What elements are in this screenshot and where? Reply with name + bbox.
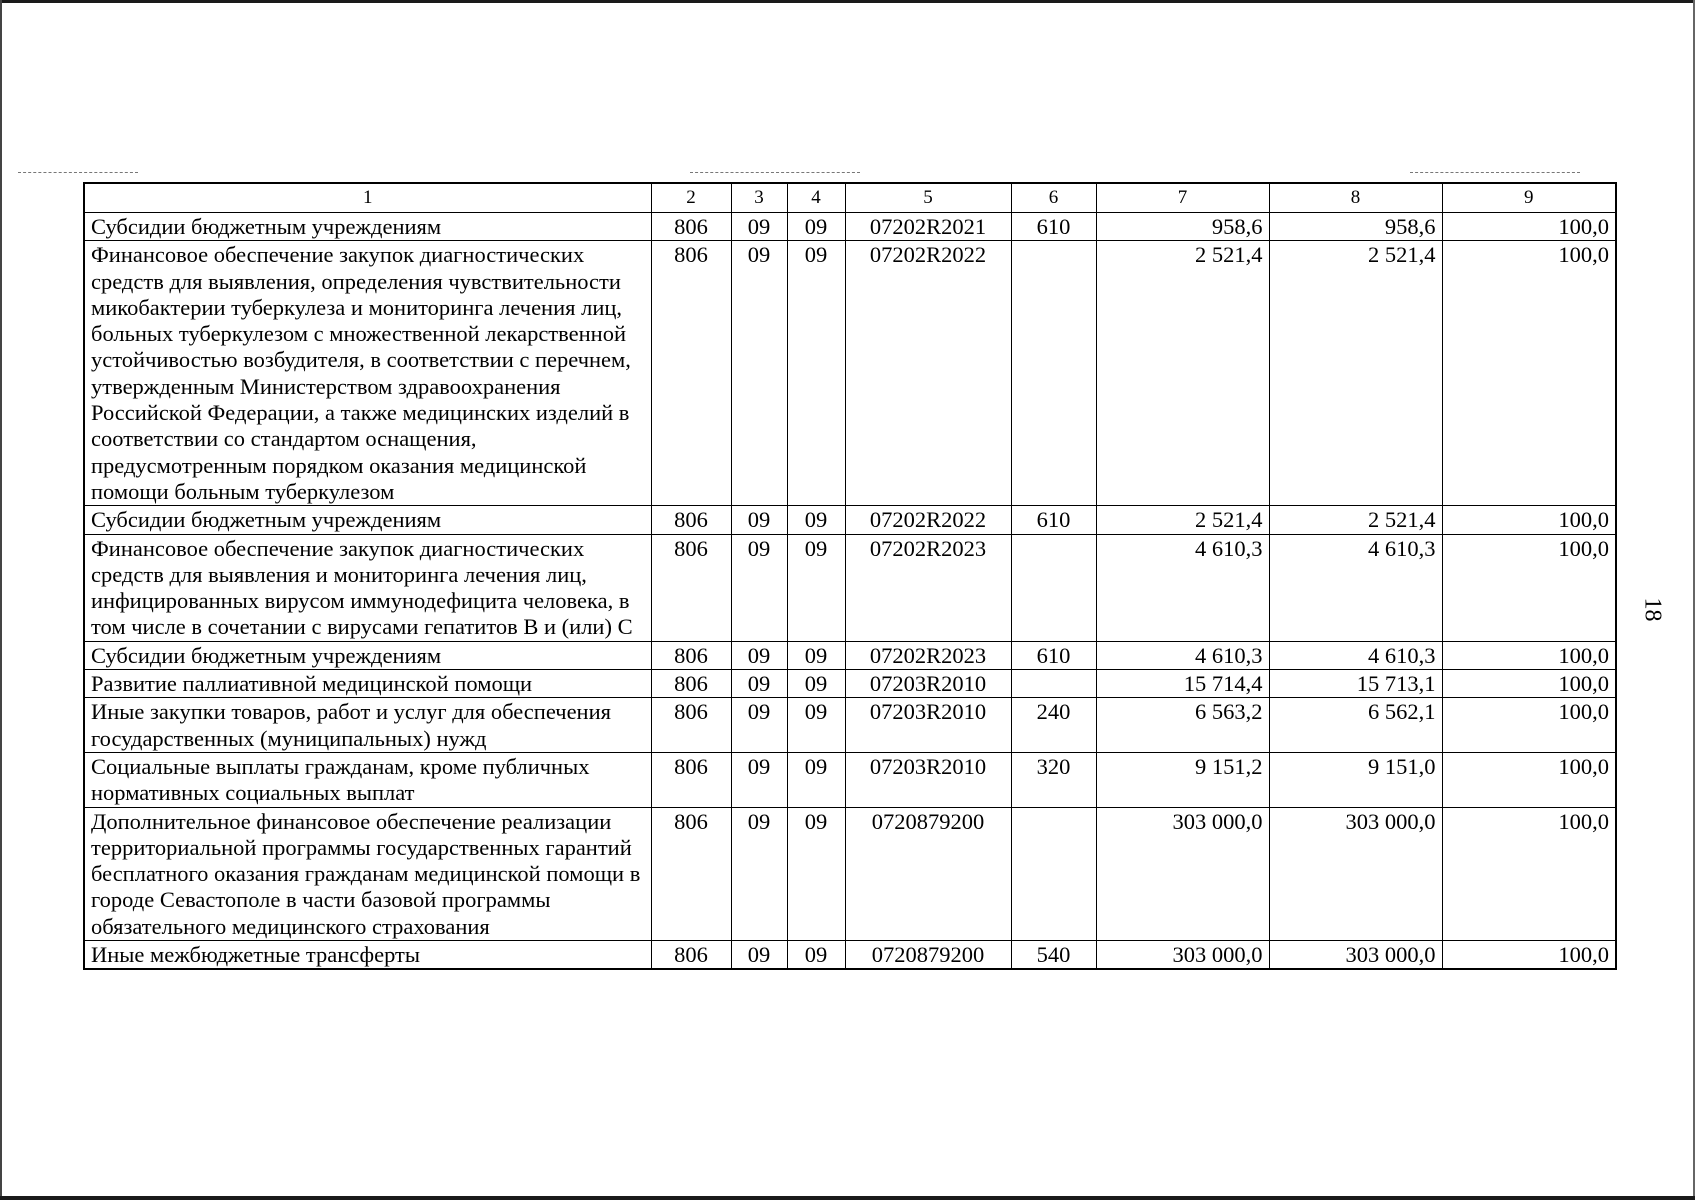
table-header-row (84, 183, 1616, 213)
cell-col3: 09 (731, 752, 787, 807)
row-name: Субсидии бюджетным учреждениям (84, 641, 651, 669)
cell-col8: 15 713,1 (1269, 670, 1442, 698)
cell-col6 (1011, 241, 1096, 506)
cell-col9: 100,0 (1442, 534, 1616, 641)
cell-col9: 100,0 (1442, 752, 1616, 807)
cell-col7: 958,6 (1096, 213, 1269, 241)
cell-col7: 4 610,3 (1096, 534, 1269, 641)
cell-col5: 0720879200 (845, 941, 1011, 970)
cell-col4: 09 (787, 506, 845, 534)
cell-col3: 09 (731, 506, 787, 534)
cell-col9: 100,0 (1442, 941, 1616, 970)
cell-col3: 09 (731, 213, 787, 241)
cell-col7: 15 714,4 (1096, 670, 1269, 698)
cell-col9: 100,0 (1442, 698, 1616, 753)
scan-mark (690, 172, 860, 174)
row-name: Субсидии бюджетным учреждениям (84, 213, 651, 241)
cell-col4: 09 (787, 752, 845, 807)
cell-col7: 6 563,2 (1096, 698, 1269, 753)
page-number: 18 (1639, 597, 1666, 622)
cell-col4: 09 (787, 807, 845, 940)
row-name: Субсидии бюджетным учреждениям (84, 506, 651, 534)
cell-col4: 09 (787, 213, 845, 241)
row-name: Дополнительное финансовое обеспечение реализации территориальной программы государственных гарантий бесплатного оказания гражданам медицинской помощи в городе Севастополе в части базовой программы обязательного медицинского страхования (84, 807, 651, 940)
cell-col3: 09 (731, 534, 787, 641)
cell-col2: 806 (651, 807, 731, 940)
cell-col9: 100,0 (1442, 241, 1616, 506)
cell-col9: 100,0 (1442, 670, 1616, 698)
cell-col7: 2 521,4 (1096, 241, 1269, 506)
cell-col4: 09 (787, 241, 845, 506)
cell-col6 (1011, 807, 1096, 940)
cell-col6: 540 (1011, 941, 1096, 970)
row-name: Развитие паллиативной медицинской помощи (84, 670, 651, 698)
column-header: 4 (787, 183, 845, 213)
cell-col9: 100,0 (1442, 807, 1616, 940)
cell-col8: 4 610,3 (1269, 641, 1442, 669)
row-name: Социальные выплаты гражданам, кроме публичных нормативных социальных выплат (84, 752, 651, 807)
cell-col7: 2 521,4 (1096, 506, 1269, 534)
column-header: 8 (1269, 183, 1442, 213)
cell-col5: 07202R2023 (845, 641, 1011, 669)
table-row (84, 752, 1616, 807)
cell-col5: 07202R2023 (845, 534, 1011, 641)
row-name: Иные закупки товаров, работ и услуг для обеспечения государственных (муниципальных) нужд (84, 698, 651, 753)
cell-col2: 806 (651, 241, 731, 506)
cell-col4: 09 (787, 641, 845, 669)
cell-col8: 303 000,0 (1269, 941, 1442, 970)
cell-col5: 07203R2010 (845, 670, 1011, 698)
cell-col2: 806 (651, 670, 731, 698)
cell-col3: 09 (731, 241, 787, 506)
table-row (84, 213, 1616, 241)
column-header: 9 (1442, 183, 1616, 213)
cell-col4: 09 (787, 698, 845, 753)
column-header: 2 (651, 183, 731, 213)
cell-col9: 100,0 (1442, 506, 1616, 534)
cell-col5: 07203R2010 (845, 698, 1011, 753)
cell-col6 (1011, 534, 1096, 641)
cell-col3: 09 (731, 641, 787, 669)
cell-col6: 320 (1011, 752, 1096, 807)
cell-col3: 09 (731, 670, 787, 698)
scan-mark (1410, 172, 1580, 174)
cell-col9: 100,0 (1442, 213, 1616, 241)
cell-col6: 610 (1011, 641, 1096, 669)
column-header: 1 (84, 183, 651, 213)
table-row (84, 641, 1616, 669)
cell-col2: 806 (651, 941, 731, 970)
cell-col3: 09 (731, 941, 787, 970)
budget-table (83, 182, 1617, 970)
scan-border-left (0, 0, 2, 1200)
cell-col5: 07202R2022 (845, 241, 1011, 506)
cell-col2: 806 (651, 506, 731, 534)
cell-col8: 2 521,4 (1269, 506, 1442, 534)
cell-col5: 07202R2022 (845, 506, 1011, 534)
cell-col9: 100,0 (1442, 641, 1616, 669)
cell-col4: 09 (787, 670, 845, 698)
cell-col3: 09 (731, 698, 787, 753)
cell-col2: 806 (651, 752, 731, 807)
column-header: 6 (1011, 183, 1096, 213)
cell-col8: 303 000,0 (1269, 807, 1442, 940)
cell-col6 (1011, 670, 1096, 698)
column-header: 5 (845, 183, 1011, 213)
cell-col4: 09 (787, 941, 845, 970)
cell-col8: 6 562,1 (1269, 698, 1442, 753)
cell-col5: 07203R2010 (845, 752, 1011, 807)
table-row (84, 698, 1616, 753)
table-row (84, 506, 1616, 534)
cell-col4: 09 (787, 534, 845, 641)
column-header: 7 (1096, 183, 1269, 213)
cell-col6: 610 (1011, 213, 1096, 241)
cell-col8: 2 521,4 (1269, 241, 1442, 506)
table-row (84, 670, 1616, 698)
table-row (84, 941, 1616, 970)
cell-col5: 07202R2021 (845, 213, 1011, 241)
row-name: Финансовое обеспечение закупок диагностических средств для выявления, определения чувствительности микобактерии туберкулеза и мониторинга лечения лиц, больных туберкулезом с множественной лекарственной устойчивостью возбудителя, в соответствии с перечнем, утвержденным Министерством здравоохранения Российской Федерации, а также медицинских изделий в соответствии со стандартом оснащения, предусмотренным порядком оказания медицинской помощи больным туберкулезом (84, 241, 651, 506)
cell-col2: 806 (651, 534, 731, 641)
cell-col3: 09 (731, 807, 787, 940)
cell-col6: 610 (1011, 506, 1096, 534)
cell-col2: 806 (651, 213, 731, 241)
column-header: 3 (731, 183, 787, 213)
cell-col6: 240 (1011, 698, 1096, 753)
table-row (84, 241, 1616, 506)
cell-col7: 303 000,0 (1096, 941, 1269, 970)
cell-col2: 806 (651, 698, 731, 753)
cell-col7: 9 151,2 (1096, 752, 1269, 807)
table-row (84, 807, 1616, 940)
cell-col7: 303 000,0 (1096, 807, 1269, 940)
row-name: Иные межбюджетные трансферты (84, 941, 651, 970)
cell-col7: 4 610,3 (1096, 641, 1269, 669)
table-row (84, 534, 1616, 641)
scan-mark (18, 172, 138, 174)
cell-col8: 9 151,0 (1269, 752, 1442, 807)
scan-border-top (0, 0, 1695, 3)
row-name: Финансовое обеспечение закупок диагностических средств для выявления и мониторинга лечения лиц, инфицированных вирусом иммунодефицита человека, в том числе в сочетании с вирусами гепатитов В и (или) С (84, 534, 651, 641)
scan-border-bottom (0, 1196, 1695, 1200)
cell-col8: 4 610,3 (1269, 534, 1442, 641)
cell-col5: 0720879200 (845, 807, 1011, 940)
cell-col2: 806 (651, 641, 731, 669)
cell-col8: 958,6 (1269, 213, 1442, 241)
